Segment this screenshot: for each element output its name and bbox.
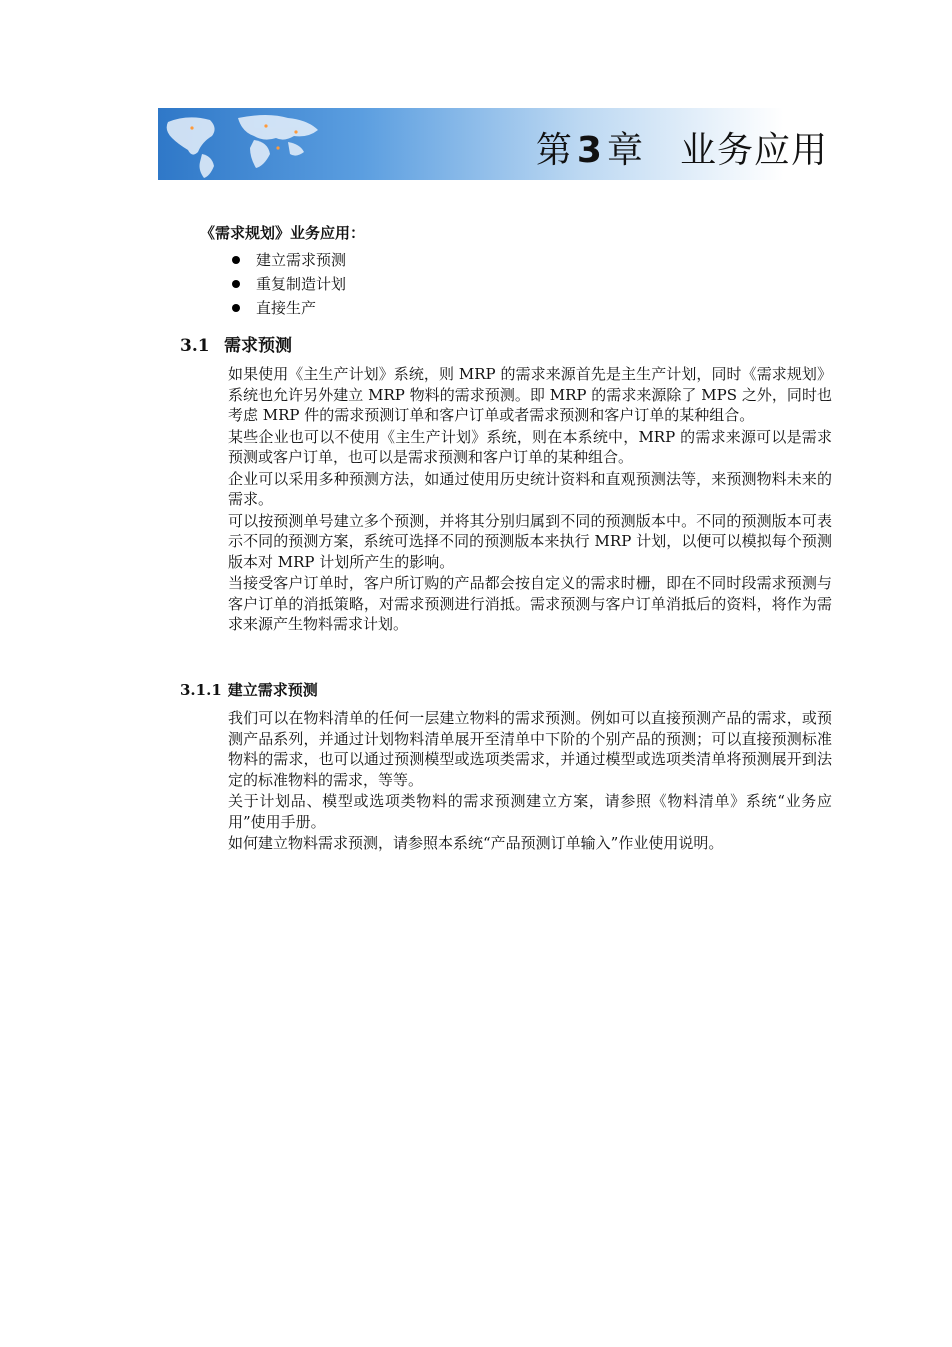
- chapter-number: 3: [576, 130, 603, 171]
- paragraph: 某些企业也可以不使用《主生产计划》系统，则在本系统中，MRP 的需求来源可以是需求预测或客户订单，也可以是需求预测和客户订单的某种组合。: [228, 427, 832, 466]
- paragraph: 关于计划品、模型或选项类物料的需求预测建立方案，请参照《物料清单》系统“业务应用”使用手册。: [228, 792, 832, 831]
- section-number: 3.1: [180, 336, 210, 356]
- paragraph: 当接受客户订单时，客户所订购的产品都会按自定义的需求时栅，即在不同时段需求预测与客户订单的消抵策略，对需求预测进行消抵。需求预测与客户订单消抵后的资料，将作为需求来源产生物料需求计划。: [228, 574, 832, 633]
- bullet-icon: [232, 304, 240, 312]
- chapter-title: [536, 122, 828, 173]
- list-item: 直接生产: [232, 296, 346, 320]
- intro-heading: 《需求规划》业务应用：: [200, 224, 366, 242]
- section-3-1-1-body: [228, 708, 832, 855]
- section-heading-3-1: [180, 331, 292, 356]
- world-map-icon: [158, 108, 498, 180]
- section-heading-3-1-1: [180, 679, 318, 700]
- list-item: 建立需求预测: [232, 248, 346, 272]
- paragraph: 如何建立物料需求预测，请参照本系统“产品预测订单输入”作业使用说明。: [228, 834, 724, 852]
- chapter-suffix: 章: [606, 130, 644, 171]
- bullet-icon: [232, 256, 240, 264]
- intro-bullet-list: [232, 248, 346, 320]
- paragraph: 我们可以在物料清单的任何一层建立物料的需求预测。例如可以直接预测产品的需求，或预测产品系列，并通过计划物料清单展开至清单中下阶的个别产品的预测；可以直接预测标准物料的需求，也可以通过预测模型或选项类需求，并通过模型或选项类清单将预测展开到法定的标准物料的需求，等等。: [228, 709, 832, 789]
- section-3-1-body: [228, 364, 832, 636]
- chapter-name: 业务应用: [679, 130, 828, 171]
- paragraph: 可以按预测单号建立多个预测，并将其分别归属到不同的预测版本中。不同的预测版本可表示不同的预测方案，系统可选择不同的预测版本来执行 MRP 计划，以便可以模拟每个预测版本对 MRP 计划所产生的影响。: [228, 511, 832, 571]
- chapter-prefix: 第: [535, 130, 573, 171]
- paragraph: 企业可以采用多种预测方法，如通过使用历史统计资料和直观预测法等，来预测物料未来的需求。: [228, 469, 832, 508]
- chapter-banner: [158, 108, 838, 180]
- section-title: 建立需求预测: [227, 681, 318, 699]
- section-title: 需求预测: [224, 336, 292, 356]
- section-number: 3.1.1: [180, 681, 222, 699]
- paragraph: 如果使用《主生产计划》系统，则 MRP 的需求来源首先是主生产计划，同时《需求规划》系统也允许另外建立 MRP 物料的需求预测。即 MRP 的需求来源除了 MPS 之外，同时也考虑 MRP 件的需求预测订单和客户订单或者需求预测和客户订单的某种组合。: [228, 365, 832, 424]
- list-item: 重复制造计划: [232, 272, 346, 296]
- bullet-icon: [232, 280, 240, 288]
